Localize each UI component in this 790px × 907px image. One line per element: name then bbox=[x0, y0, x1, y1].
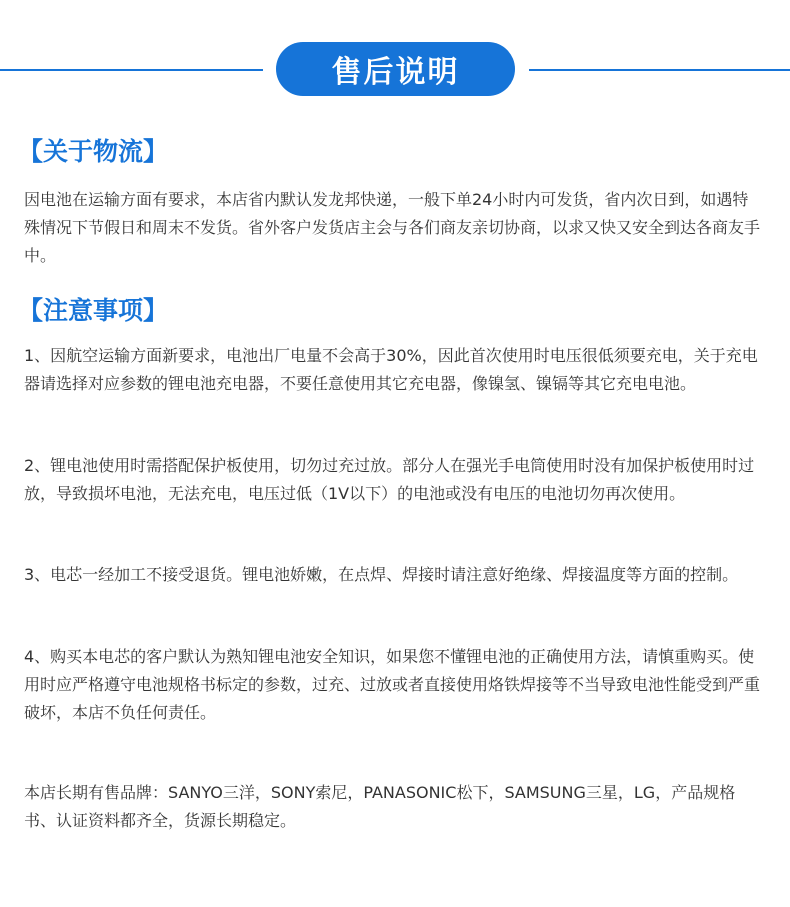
note-item-4: 4、购买本电芯的客户默认为熟知锂电池安全知识，如果您不懂锂电池的正确使用方法，请慎重购买。使用时应严格遵守电池规格书标定的参数，过充、过放或者直接使用烙铁焊接等不当导致电池性能受到严重破坏，本店不负任何责任。 bbox=[24, 647, 761, 722]
note-item-3: 3、电芯一经加工不接受退货。锂电池娇嫩，在点焊、焊接时请注意好绝缘、焊接温度等方面的控制。 bbox=[24, 565, 739, 584]
logistics-text: 因电池在运输方面有要求，本店省内默认发龙邦快递，一般下单24小时内可发货，省内次日到，如遇特殊情况下节假日和周末不发货。省外客户发货店主会与各们商友亲切协商，以求又快又安全到达各商友手中。 bbox=[24, 190, 761, 265]
page-title: 售后说明 bbox=[276, 42, 515, 96]
header-banner bbox=[0, 40, 790, 98]
notes-heading: 【注意事项】 bbox=[18, 296, 169, 325]
header-divider-right bbox=[529, 69, 790, 71]
header-divider-left bbox=[0, 69, 263, 71]
logistics-heading: 【关于物流】 bbox=[18, 137, 169, 166]
note-item-2: 2、锂电池使用时需搭配保护板使用，切勿过充过放。部分人在强光手电筒使用时没有加保护板使用时过放，导致损坏电池，无法充电，电压过低（1V以下）的电池或没有电压的电池切勿再次使用。 bbox=[24, 456, 755, 503]
brands-text: 本店长期有售品牌：SANYO三洋，SONY索尼，PANASONIC松下，SAMSUNG三星，LG，产品规格书、认证资料都齐全，货源长期稳定。 bbox=[24, 783, 736, 830]
note-item-1: 1、因航空运输方面新要求，电池出厂电量不会高于30%，因此首次使用时电压很低须要充电，关于充电器请选择对应参数的锂电池充电器，不要任意使用其它充电器，像镍氢、镍镉等其它充电电池。 bbox=[24, 346, 758, 393]
